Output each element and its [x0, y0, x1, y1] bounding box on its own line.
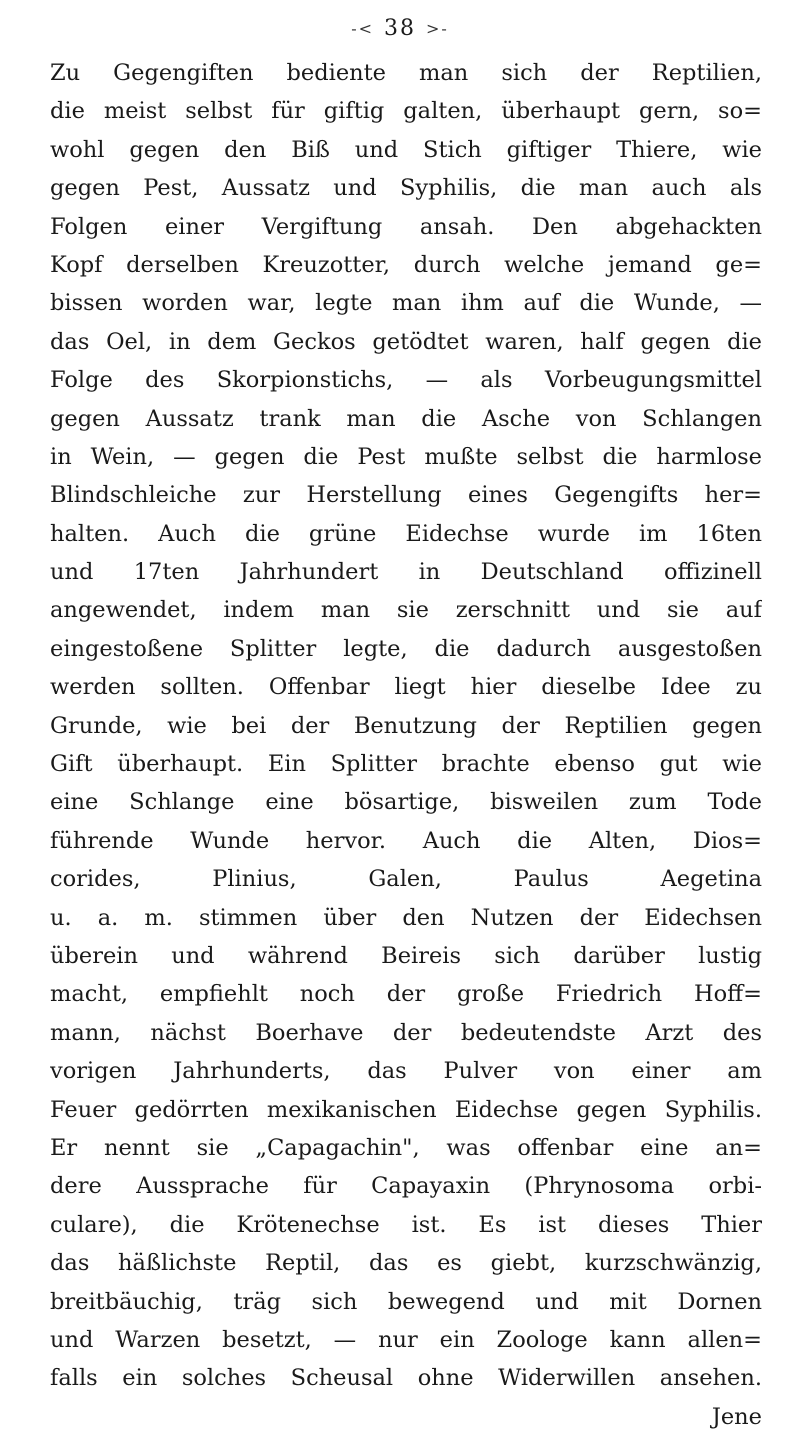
page-header	[0, 16, 800, 42]
text-line: werden sollten. Offenbar liegt hier dieselbe Idee zu	[50, 674, 762, 701]
text-line: und 17ten Jahrhundert in Deutschland offizinell	[50, 559, 762, 586]
text-line: gegen Aussatz trank man die Asche von Schlangen	[50, 405, 762, 432]
text-line: culare), die Krötenechse ist. Es ist dieses Thier	[50, 1211, 762, 1238]
text-line: gegen Pest, Aussatz und Syphilis, die man auch als	[50, 175, 762, 202]
text-line: falls ein solches Scheusal ohne Widerwillen ansehen.	[50, 1365, 762, 1392]
left-ornament: -<	[351, 19, 374, 38]
text-line: Blindschleiche zur Herstellung eines Gegengifts her=	[50, 482, 762, 509]
text-line: eingestoßene Splitter legte, die dadurch ausgestoßen	[50, 635, 762, 662]
text-line: Feuer gedörrten mexikanischen Eidechse gegen Syphilis.	[50, 1096, 762, 1123]
text-line: mann, nächst Boerhave der bedeutendste Arzt des	[50, 1019, 762, 1046]
page-number: 38	[384, 16, 416, 41]
text-line: angewendet, indem man sie zerschnitt und sie auf	[50, 597, 762, 624]
text-line: Er nennt sie „Capagachin", was offenbar eine an=	[50, 1134, 762, 1161]
catchword: Jene	[711, 1403, 762, 1430]
text-line: überein und während Beireis sich darüber lustig	[50, 942, 762, 969]
body-text	[50, 54, 762, 1436]
text-line: eine Schlange eine bösartige, bisweilen zum Tode	[50, 789, 762, 816]
text-line: Zu Gegengiften bediente man sich der Reptilien,	[50, 60, 762, 86]
text-line: das häßlichste Reptil, das es giebt, kurzschwänzig,	[50, 1250, 762, 1277]
text-line: bissen worden war, legte man ihm auf die Wunde, —	[50, 290, 762, 317]
text-line: Folgen einer Vergiftung ansah. Den abgehackten	[50, 213, 762, 240]
text-line: die meist selbst für giftig galten, überhaupt gern, so=	[50, 98, 762, 125]
text-line: Folge des Skorpionstichs, — als Vorbeugungsmittel	[50, 367, 762, 394]
text-line: und Warzen besetzt, — nur ein Zoologe kann allen=	[50, 1326, 762, 1353]
text-line: vorigen Jahrhunderts, das Pulver von einer am	[50, 1058, 762, 1085]
text-line: corides, Plinius, Galen, Paulus Aegetina	[50, 866, 762, 893]
text-line: halten. Auch die grüne Eidechse wurde im 16ten	[50, 520, 762, 547]
text-line: Kopf derselben Kreuzotter, durch welche jemand ge=	[50, 251, 762, 278]
text-line: wohl gegen den Biß und Stich giftiger Thiere, wie	[50, 136, 762, 163]
text-line: macht, empfiehlt noch der große Friedrich Hoff=	[50, 981, 762, 1008]
text-line: u. a. m. stimmen über den Nutzen der Eidechsen	[50, 904, 762, 931]
text-line: das Oel, in dem Geckos getödtet waren, half gegen die	[50, 328, 762, 355]
right-ornament: >-	[426, 19, 449, 38]
text-line: Grunde, wie bei der Benutzung der Reptilien gegen	[50, 712, 762, 739]
text-line: in Wein, — gegen die Pest mußte selbst die harmlose	[50, 443, 762, 470]
text-line: breitbäuchig, träg sich bewegend und mit Dornen	[50, 1288, 762, 1315]
text-line: Gift überhaupt. Ein Splitter brachte ebenso gut wie	[50, 751, 762, 778]
text-line: dere Aussprache für Capayaxin (Phrynosoma orbi-	[50, 1173, 762, 1200]
text-line: führende Wunde hervor. Auch die Alten, Dios=	[50, 827, 762, 854]
